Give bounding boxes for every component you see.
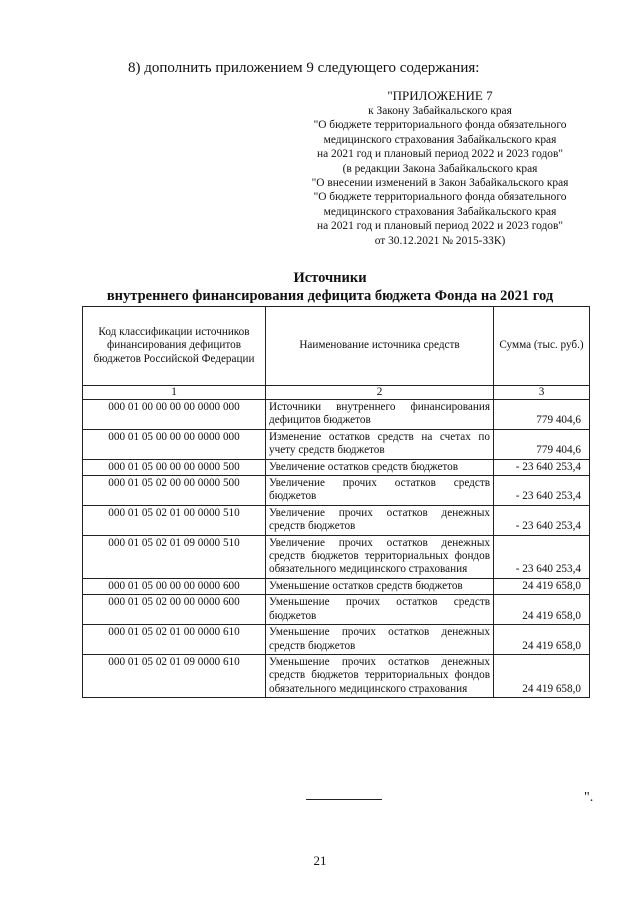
row-amount: - 23 640 253,4	[494, 535, 590, 578]
column-number-row	[83, 386, 590, 400]
appendix-line: от 30.12.2021 № 2015-ЗЗК)	[374, 234, 506, 247]
appendix-line: "О внесении изменений в Закон Забайкальского края	[311, 177, 569, 190]
table-row	[83, 535, 590, 578]
appendix-line: (в редакции Закона Забайкальского края	[342, 162, 538, 175]
header-name: Наименование источника средств	[266, 307, 494, 386]
header-code: Код классификации источников финансирования дефицитов бюджетов Российской Федерации	[83, 307, 266, 386]
table-row	[83, 476, 590, 506]
row-name: Увеличение остатков средств бюджетов	[266, 459, 494, 475]
row-amount: - 23 640 253,4	[494, 459, 590, 475]
row-name: Увеличение прочих остатков денежных средств бюджетов	[266, 505, 494, 535]
table-row	[83, 654, 590, 697]
appendix-line: на 2021 год и плановый период 2022 и 2023 годов"	[317, 148, 563, 161]
appendix-line: на 2021 год и плановый период 2022 и 2023 годов"	[317, 220, 563, 233]
row-name: Источники внутреннего финансирования дефицитов бюджетов	[266, 400, 494, 430]
document-subtitle: внутреннего финансирования дефицита бюджета Фонда на 2021 год	[106, 288, 554, 304]
row-name: Изменение остатков средств на счетах по учету средств бюджетов	[266, 429, 494, 459]
appendix-heading: "ПРИЛОЖЕНИЕ 7	[387, 88, 493, 103]
row-name: Уменьшение прочих остатков средств бюджетов	[266, 595, 494, 625]
column-number: 2	[266, 386, 494, 400]
row-amount: 24 419 658,0	[494, 578, 590, 594]
closing-quote: ".	[584, 790, 594, 805]
footnote-divider	[306, 799, 382, 800]
table-row	[83, 505, 590, 535]
appendix-line: медицинского страхования Забайкальского края	[323, 133, 557, 146]
table-row	[83, 625, 590, 655]
table-row	[83, 400, 590, 430]
row-code: 000 01 05 00 00 00 0000 600	[83, 578, 266, 594]
row-amount: 24 419 658,0	[494, 654, 590, 697]
appendix-block	[290, 88, 590, 248]
row-code: 000 01 05 02 00 00 0000 500	[83, 476, 266, 506]
row-code: 000 01 00 00 00 00 0000 000	[83, 400, 266, 430]
row-name: Увеличение прочих остатков средств бюджетов	[266, 476, 494, 506]
row-code: 000 01 05 02 01 09 0000 510	[83, 535, 266, 578]
intro-text: 8) дополнить приложением 9 следующего содержания:	[128, 60, 480, 76]
page-number: 21	[313, 853, 327, 868]
row-amount: 779 404,6	[494, 400, 590, 430]
row-name: Уменьшение остатков средств бюджетов	[266, 578, 494, 594]
table-row	[83, 429, 590, 459]
row-amount: 779 404,6	[494, 429, 590, 459]
appendix-line: к Закону Забайкальского края	[368, 105, 512, 117]
row-code: 000 01 05 02 00 00 0000 600	[83, 595, 266, 625]
appendix-line: медицинского страхования Забайкальского края	[323, 205, 557, 218]
sources-table	[82, 306, 590, 698]
row-name: Увеличение прочих остатков денежных средств бюджетов территориальных фондов обязательного медицинского страхования	[266, 535, 494, 578]
row-name: Уменьшение прочих остатков денежных средств бюджетов	[266, 625, 494, 655]
row-code: 000 01 05 02 01 09 0000 610	[83, 654, 266, 697]
row-amount: - 23 640 253,4	[494, 505, 590, 535]
row-amount: 24 419 658,0	[494, 625, 590, 655]
row-code: 000 01 05 02 01 00 0000 510	[83, 505, 266, 535]
row-amount: - 23 640 253,4	[494, 476, 590, 506]
appendix-line: "О бюджете территориального фонда обязательного	[313, 191, 567, 204]
table-header-row	[83, 307, 590, 386]
document-title: Источники	[293, 270, 367, 286]
row-code: 000 01 05 00 00 00 0000 000	[83, 429, 266, 459]
table-row	[83, 578, 590, 594]
table-row	[83, 459, 590, 475]
row-code: 000 01 05 00 00 00 0000 500	[83, 459, 266, 475]
row-amount: 24 419 658,0	[494, 595, 590, 625]
column-number: 3	[494, 386, 590, 400]
column-number: 1	[83, 386, 266, 400]
appendix-line: "О бюджете территориального фонда обязательного	[313, 119, 567, 132]
row-code: 000 01 05 02 01 00 0000 610	[83, 625, 266, 655]
table-row	[83, 595, 590, 625]
row-name: Уменьшение прочих остатков денежных средств бюджетов территориальных фондов обязательного медицинского страхования	[266, 654, 494, 697]
header-amount: Сумма (тыс. руб.)	[494, 307, 590, 386]
